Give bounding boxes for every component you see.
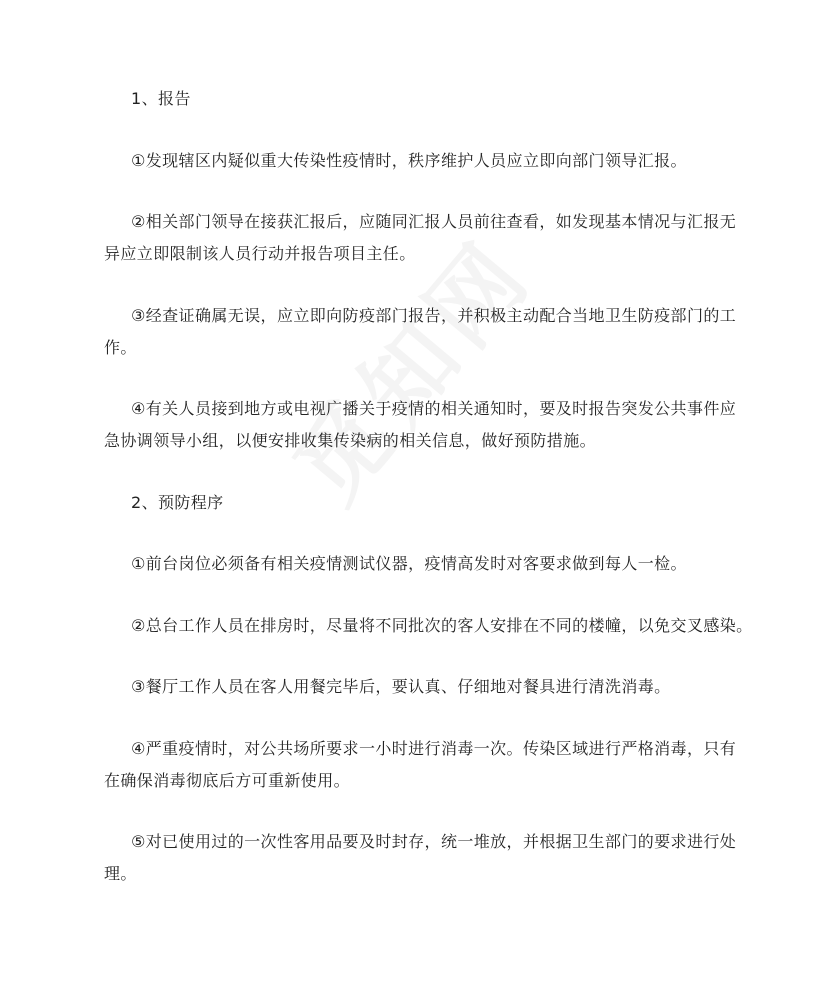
paragraph <box>104 826 754 890</box>
paragraph-line: 急协调领导小组，以便安排收集传染病的相关信息，做好预防措施。 <box>104 431 597 450</box>
paragraph-line: ⑤对已使用过的一次性客用品要及时封存，统一堆放，并根据卫生部门的要求进行处 <box>131 832 737 851</box>
paragraph <box>104 300 754 364</box>
paragraph <box>104 145 754 177</box>
paragraph <box>104 206 754 270</box>
paragraph <box>104 671 754 703</box>
paragraph <box>104 548 754 580</box>
paragraph-line: ④有关人员接到地方或电视广播关于疫情的相关通知时，要及时报告突发公共事件应 <box>131 399 737 418</box>
paragraph-line: 在确保消毒彻底后方可重新使用。 <box>104 770 351 790</box>
paragraph-line: ②总台工作人员在排房时，尽量将不同批次的客人安排在不同的楼幢，以免交叉感染。 <box>131 615 753 635</box>
paragraph-line: ①前台岗位必须备有相关疫情测试仪器，疫情高发时对客要求做到每人一检。 <box>131 554 687 573</box>
paragraph-line: 异应立即限制该人员行动并报告项目主任。 <box>104 244 416 263</box>
paragraph-line: 理。 <box>104 864 137 883</box>
paragraph-line: ①发现辖区内疑似重大传染性疫情时，秩序维护人员应立即向部门领导汇报。 <box>131 150 687 170</box>
paragraph-line: ②相关部门领导在接获汇报后，应随同汇报人员前往查看，如发现基本情况与汇报无 <box>131 212 737 231</box>
heading-text: 2、预防程序 <box>131 492 224 512</box>
document-page <box>104 83 754 920</box>
heading-text: 1、报告 <box>131 89 191 108</box>
paragraph <box>104 393 754 457</box>
paragraph-line: ③餐厅工作人员在客人用餐完毕后，要认真、仔细地对餐具进行清洗消毒。 <box>131 677 671 696</box>
section-heading <box>104 487 754 519</box>
section-heading <box>104 83 754 115</box>
paragraph-line: ③经查证确属无误，应立即向防疫部门报告，并积极主动配合当地卫生防疫部门的工 <box>131 305 737 325</box>
paragraph-line: ④严重疫情时，对公共场所要求一小时进行消毒一次。传染区域进行严格消毒，只有 <box>131 738 737 758</box>
paragraph <box>104 733 754 797</box>
paragraph-line: 作。 <box>104 337 137 357</box>
paragraph <box>104 610 754 642</box>
